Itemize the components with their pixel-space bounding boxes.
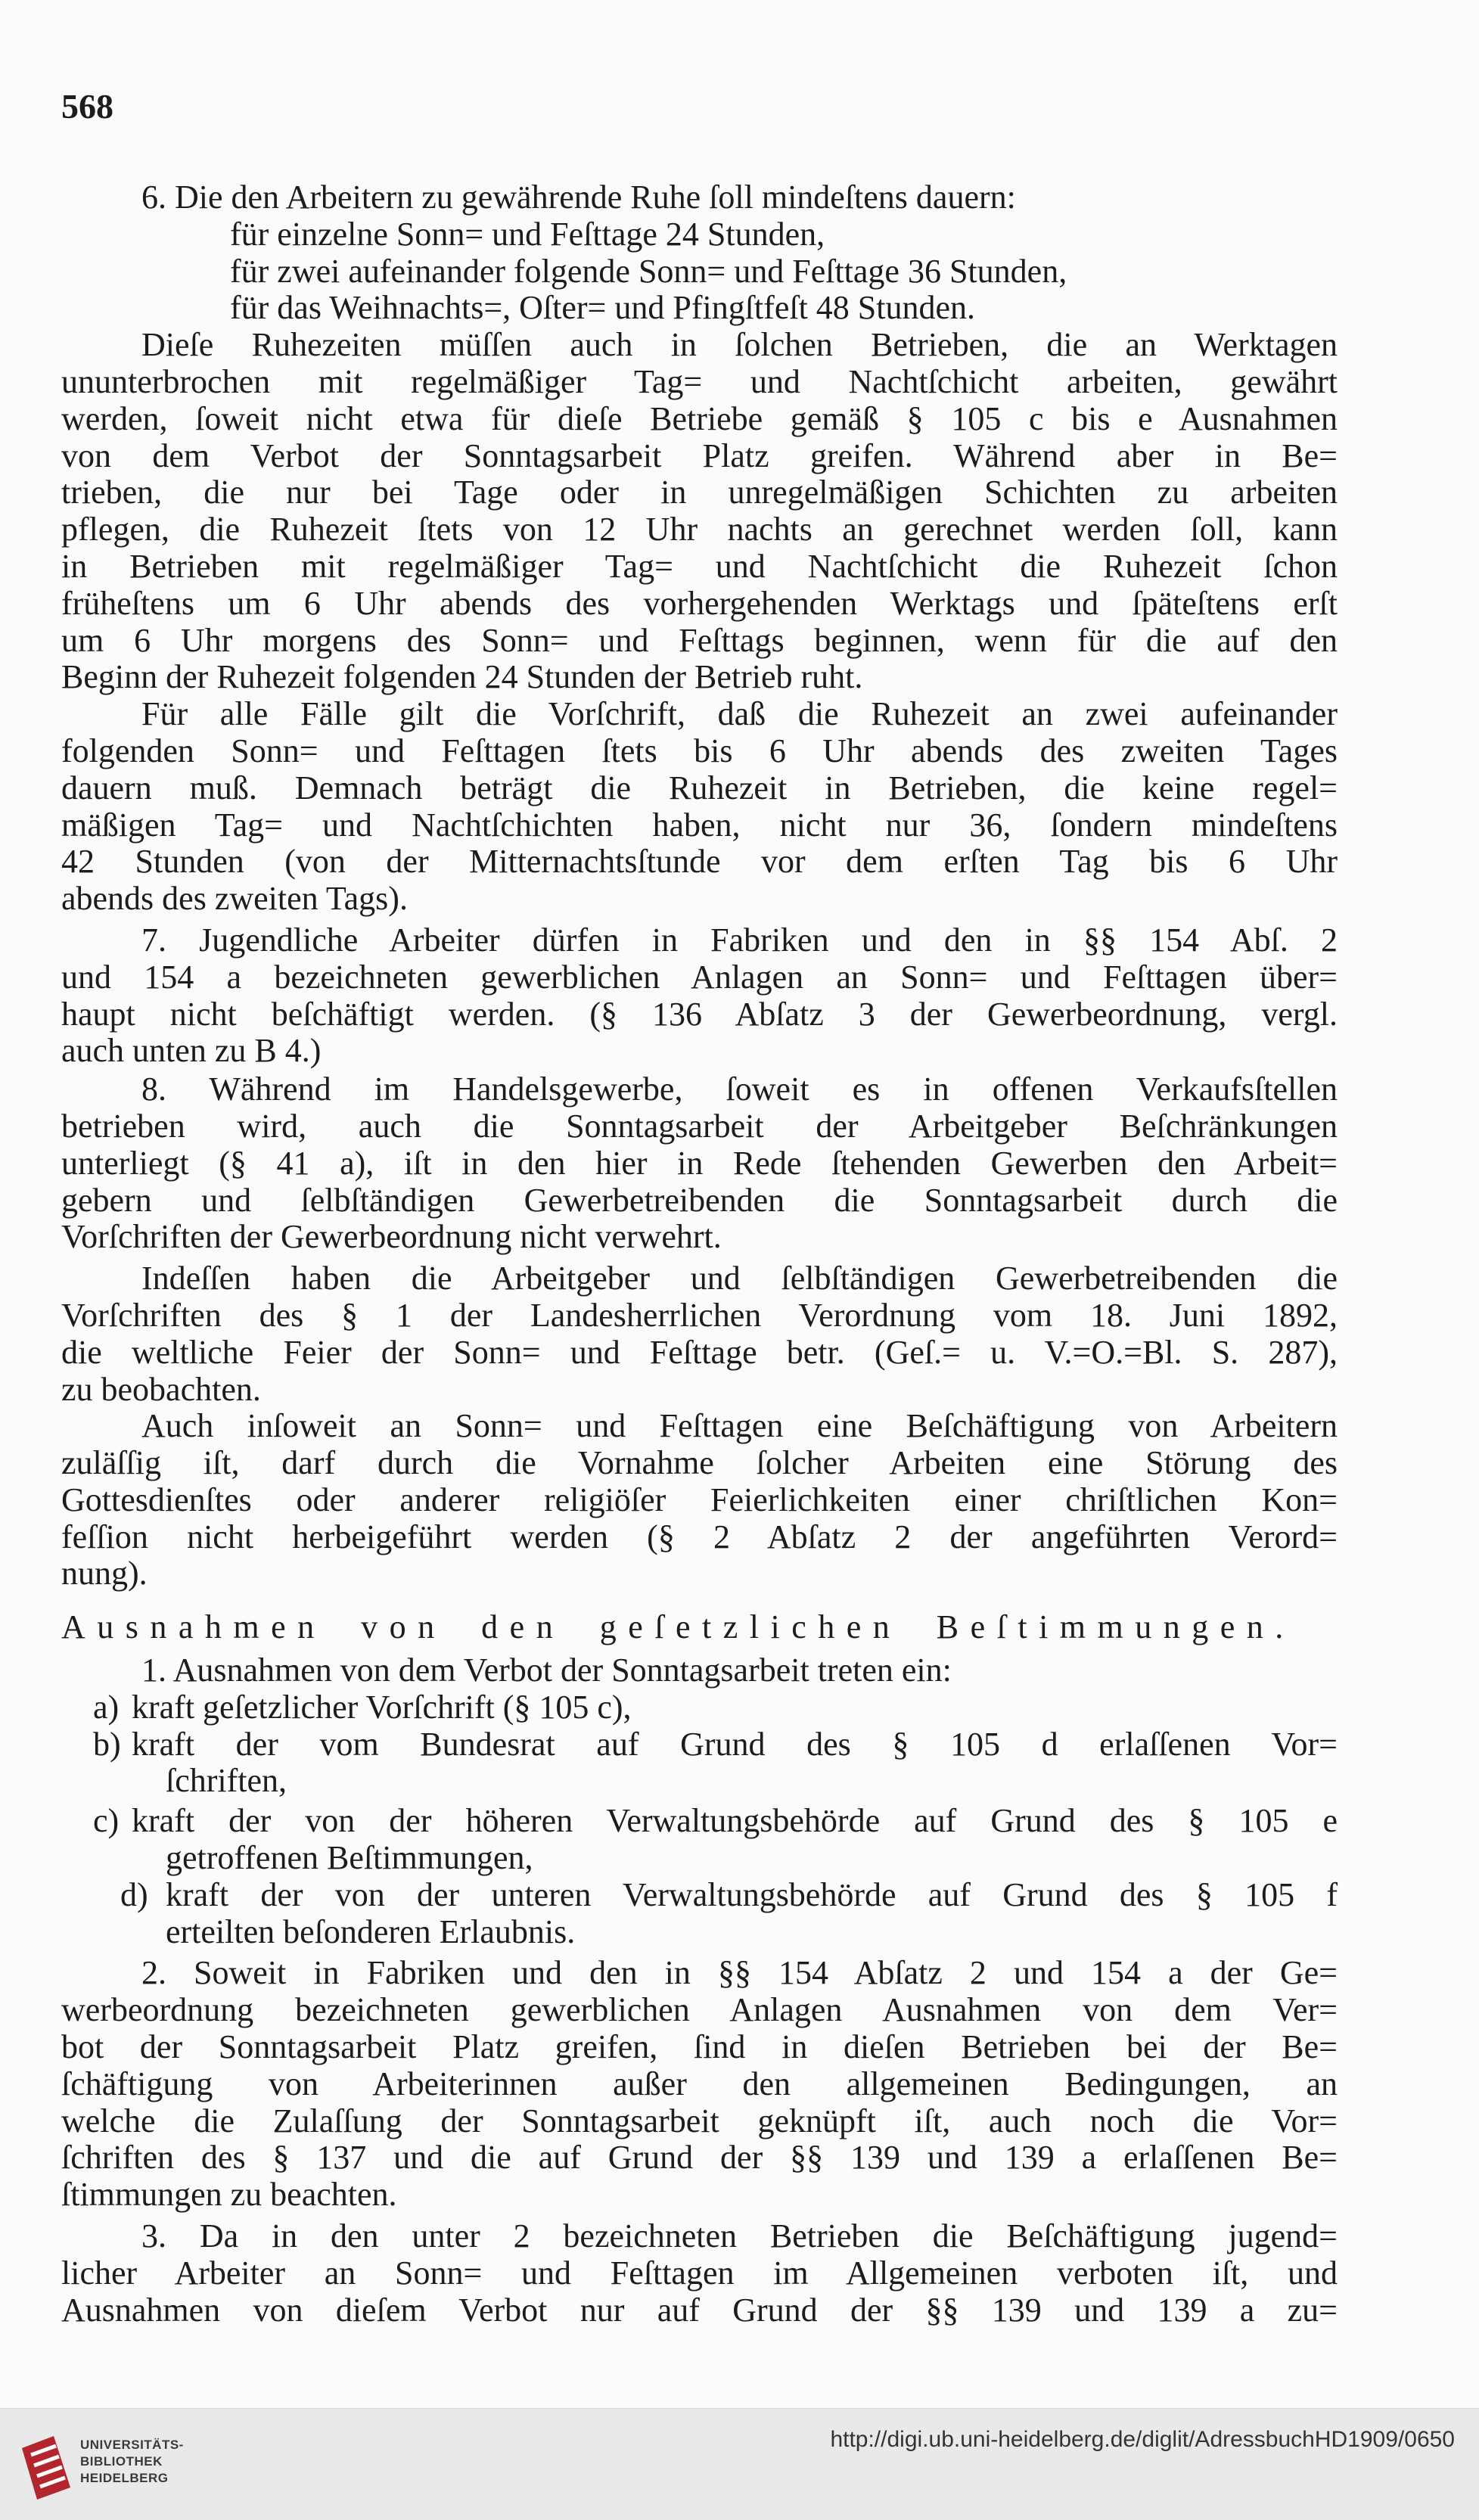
library-name-line: BIBLIOTHEK [80, 2454, 163, 2469]
text-line: ſtimmungen zu beachten. [61, 2176, 397, 2214]
text-line: in Betrieben mit regelmäßiger Tag= und Nachtſchicht die Ruhezeit ſchon [61, 547, 1338, 585]
list-item [61, 1689, 1338, 1726]
text-line: licher Arbeiter an Sonn= und Feſttagen im Allgemeinen verboten iſt, und [61, 2254, 1338, 2292]
section-6-intro: 6. Die den Arbeitern zu gewährende Ruhe ſoll mindeſtens dauern: [141, 179, 1016, 216]
text-line: Auch inſoweit an Sonn= und Feſttagen eine Beſchäftigung von Arbeitern [141, 1407, 1338, 1445]
paragraph [61, 1260, 1338, 1408]
list-item [61, 1726, 1338, 1763]
text-line: nung). [61, 1555, 148, 1592]
text-line: feſſion nicht herbeigeführt werden (§ 2 Abſatz 2 der angeführten Verord= [61, 1518, 1338, 1555]
text-line: 1. Ausnahmen von dem Verbot der Sonntagsarbeit treten ein: [141, 1652, 952, 1689]
list-item: für zwei aufeinander folgende Sonn= und Feſttage 36 Stunden, [230, 252, 1067, 290]
text-line: haupt nicht beſchäftigt werden. (§ 136 Abſatz 3 der Gewerbeordnung, vergl. [61, 995, 1338, 1033]
text-line: ſchäftigung von Arbeiterinnen außer den allgemeinen Bedingungen, an [61, 2065, 1338, 2102]
text-line: welche die Zulaſſung der Sonntagsarbeit geknüpft iſt, auch noch die Vor= [61, 2102, 1338, 2139]
list-item-label: a) [93, 1688, 120, 1726]
text-line: zuläſſig iſt, darf durch die Vornahme ſolcher Arbeiten eine Störung des [61, 1444, 1338, 1482]
text-line: Für alle Fälle gilt die Vorſchrift, daß die Ruhezeit an zwei aufeinander [141, 695, 1338, 733]
list-item: für das Weihnachts=, Oſter= und Pfingſtfeſt 48 Stunden. [230, 289, 976, 327]
list-item: für einzelne Sonn= und Feſttage 24 Stunden, [230, 215, 825, 253]
section-7 [61, 922, 1338, 1070]
text-line: betrieben wird, auch die Sonntagsarbeit der Arbeitgeber Beſchränkungen [61, 1107, 1338, 1145]
list-item-label: c) [93, 1802, 120, 1840]
text-line: 2. Soweit in Fabriken und den in §§ 154 Abſatz 2 und 154 a der Ge= [141, 1954, 1338, 1992]
paragraph [61, 327, 1338, 696]
page-body [61, 179, 1338, 2329]
list-item-label: d) [120, 1875, 148, 1913]
text-line: um 6 Uhr morgens des Sonn= und Feſttags beginnen, wenn für die auf den [61, 621, 1338, 659]
section-6 [61, 179, 1338, 918]
text-line: 42 Stunden (von der Mitternachtsſtunde vor dem erſten Tag bis 6 Uhr [61, 843, 1338, 881]
library-logo-icon [16, 2431, 75, 2503]
text-line: abends des zweiten Tags). [61, 880, 408, 918]
list-item-label: b) [93, 1725, 121, 1763]
text-line: 7. Jugendliche Arbeiter dürfen in Fabriken und den in §§ 154 Abſ. 2 [141, 921, 1338, 959]
text-line: erteilten beſonderen Erlaubnis. [166, 1913, 576, 1950]
list-item-text: kraft der von der höheren Verwaltungsbehörde auf Grund des § 105 e [132, 1802, 1338, 1840]
source-url-link[interactable]: http://digi.ub.uni-heidelberg.de/diglit/AdressbuchHD1909/0650 [830, 2427, 1455, 2452]
exception-item-1 [61, 1652, 1338, 1950]
list-item [61, 1803, 1338, 1840]
list-item-text: kraft der vom Bundesrat auf Grund des § 105 d erlaſſenen Vor= [132, 1725, 1338, 1763]
text-line: bot der Sonntagsarbeit Platz greifen, ſind in dieſen Betrieben bei der Be= [61, 2028, 1338, 2066]
exception-item-3 [61, 2218, 1338, 2329]
list-item-text: kraft geſetzlicher Vorſchrift (§ 105 c), [132, 1688, 632, 1726]
text-line: Dieſe Ruhezeiten müſſen auch in ſolchen Betrieben, die an Werktagen [141, 326, 1338, 364]
text-line: ſchriften des § 137 und die auf Grund der §§ 139 und 139 a erlaſſenen Be= [61, 2139, 1338, 2177]
rest-duration-list [61, 216, 1338, 327]
library-name-line: HEIDELBERG [80, 2471, 169, 2485]
text-line: von dem Verbot der Sonntagsarbeit Platz greifen. Während aber in Be= [61, 437, 1338, 474]
text-line: pflegen, die Ruhezeit ſtets von 12 Uhr nachts an gerechnet werden ſoll, kann [61, 511, 1338, 548]
text-line: die weltliche Feier der Sonn= und Feſttage betr. (Geſ.= u. V.=O.=Bl. S. 287), [61, 1333, 1338, 1371]
text-line: 8. Während im Handelsgewerbe, ſoweit es in offenen Verkaufsſtellen [141, 1070, 1338, 1108]
text-line: gebern und ſelbſtändigen Gewerbetreibenden die Sonntagsarbeit durch die [61, 1181, 1338, 1219]
exception-item-2 [61, 1955, 1338, 2214]
paragraph [61, 696, 1338, 918]
text-line: zu beobachten. [61, 1370, 261, 1408]
text-line: folgenden Sonn= und Feſttagen ſtets bis 6 Uhr abends des zweiten Tages [61, 732, 1338, 769]
text-line: Ausnahmen von dieſem Verbot nur auf Grund der §§ 139 und 139 a zu= [61, 2291, 1338, 2329]
text-line: Vorſchriften der Gewerbeordnung nicht verwehrt. [61, 1218, 722, 1256]
text-line: früheſtens um 6 Uhr abends des vorhergehenden Werktags und ſpäteſtens erſt [61, 584, 1338, 622]
text-line: ſchriften, [166, 1762, 287, 1800]
list-item-text: kraft der von der unteren Verwaltungsbehörde auf Grund des § 105 f [166, 1875, 1338, 1913]
text-line: dauern muß. Demnach beträgt die Ruhezeit in Betrieben, die keine regel= [61, 769, 1338, 806]
text-line: Gottesdienſtes oder anderer religiöſer Feierlichkeiten einer chriſtlichen Kon= [61, 1481, 1338, 1518]
text-line: ununterbrochen mit regelmäßiger Tag= und Nachtſchicht arbeiten, gewährt [61, 362, 1338, 400]
text-line: auch unten zu B 4.) [61, 1032, 322, 1070]
text-line: werden, ſoweit nicht etwa für dieſe Betriebe gemäß § 105 c bis e Ausnahmen [61, 399, 1338, 437]
paragraph [61, 1408, 1338, 1592]
digitization-footer [0, 2408, 1479, 2520]
text-line: werbeordnung bezeichneten gewerblichen Anlagen Ausnahmen von dem Ver= [61, 1991, 1338, 2029]
text-line: trieben, die nur bei Tage oder in unregelmäßigen Schichten zu arbeiten [61, 474, 1338, 511]
text-line: mäßigen Tag= und Nachtſchichten haben, nicht nur 36, ſondern mindeſtens [61, 806, 1338, 844]
library-name-line: UNIVERSITÄTS- [80, 2438, 184, 2452]
text-line: und 154 a bezeichneten gewerblichen Anlagen an Sonn= und Feſttagen über= [61, 958, 1338, 996]
page-number: 568 [61, 87, 113, 126]
text-line: Vorſchriften des § 1 der Landesherrlichen Verordnung vom 18. Juni 1892, [61, 1296, 1338, 1334]
library-name [80, 2437, 184, 2487]
section-8 [61, 1071, 1338, 1592]
section-heading: Ausnahmen von den geſetzlichen Beſtimmungen. [61, 1608, 1295, 1646]
text-line: unterliegt (§ 41 a), iſt in den hier in Rede ſtehenden Gewerben den Arbeit= [61, 1144, 1338, 1182]
text-line: 3. Da in den unter 2 bezeichneten Betrieben die Beſchäftigung jugend= [141, 2217, 1338, 2255]
paragraph [61, 1071, 1338, 1256]
text-line: getroffenen Beſtimmungen, [166, 1839, 533, 1877]
list-item [61, 1877, 1338, 1914]
text-line: Beginn der Ruhezeit folgenden 24 Stunden der Betrieb ruht. [61, 658, 863, 696]
text-line: Indeſſen haben die Arbeitgeber und ſelbſtändigen Gewerbetreibenden die [141, 1260, 1338, 1297]
